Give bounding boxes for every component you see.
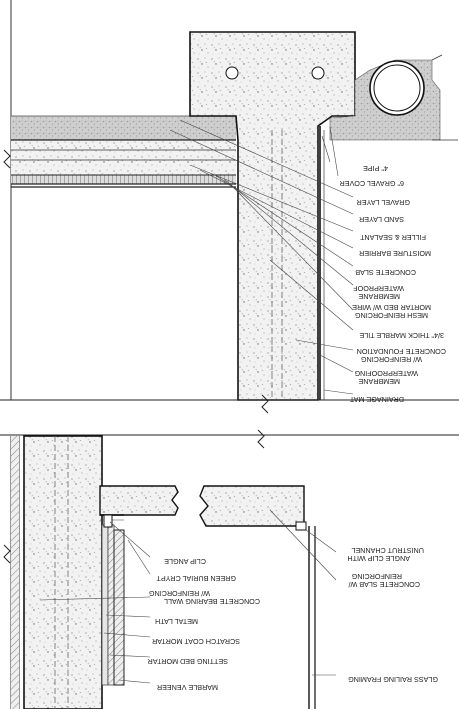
label-concrete-slab: CONCRETE SLAB <box>355 268 416 277</box>
embedded-pipe-icon <box>312 67 324 79</box>
lower-detail <box>4 436 336 709</box>
marble-veneer <box>114 530 124 685</box>
label-metal-lath: METAL LATH <box>155 617 198 626</box>
label-concrete-foundation-1: CONCRETE FOUNDATION <box>356 347 446 356</box>
label-mortar-bed-2: MESH REINFORCING <box>354 311 428 320</box>
label-waterproof-2: MEMBRANE <box>358 292 400 301</box>
clip-angle-icon <box>104 515 112 527</box>
embedded-pipe-icon <box>226 67 238 79</box>
label-marble-tile: 3/4" THICK MARBLE TILE <box>359 331 444 340</box>
label-drainage-mat: DRAINAGE MAT <box>349 395 404 404</box>
label-pipe: 4" PIPE <box>363 164 388 173</box>
label-mortar-bed-1: MORTAR BED W/ WIRE <box>352 303 431 312</box>
label-unistrut-1: UNISTRUT CHANNEL <box>351 546 424 555</box>
label-moisture-barrier: MOISTURE BARRIER <box>359 249 431 258</box>
label-filler-sealant: FILLER & SEALANT <box>360 233 426 242</box>
label-slab-1: CONCRETE SLAB W/ <box>348 580 420 589</box>
label-slab-2: REINFORCING <box>351 572 402 581</box>
label-unistrut-2: ANGLE CLIP WITH <box>347 554 410 563</box>
label-gravel-cover: 6" GRAVEL COVER <box>339 179 404 188</box>
gravel-cover-left <box>11 116 236 140</box>
label-waterproofing-1: WATERPROOFING <box>354 369 418 378</box>
upper-labels <box>340 164 446 404</box>
label-glass-railing: GLASS RAILING FRAMING <box>348 675 438 684</box>
label-green-burial-crypt: GREEN BURIAL CRYPT <box>156 574 236 583</box>
label-gravel-layer: GRAVEL LAYER <box>356 198 410 207</box>
concrete-slab-left <box>100 486 178 515</box>
concrete-bearing-wall <box>24 436 102 709</box>
label-sand-layer: SAND LAYER <box>358 215 404 224</box>
drain-pipe-icon <box>370 61 424 115</box>
concrete-slab-right <box>200 486 304 526</box>
label-scratch-coat: SCRATCH COAT MORTAR <box>152 637 240 646</box>
label-clip-angle: CLIP ANGLE <box>164 557 206 566</box>
label-bearing-wall-1: CONCRETE BEARING WALL <box>164 597 260 606</box>
unistrut-icon <box>296 522 306 530</box>
label-marble-veneer: MARBLE VENEER <box>156 683 218 692</box>
label-bearing-wall-2: W/ REINFORCING <box>148 589 210 598</box>
label-waterproofing-2: MEMBRANE <box>358 377 400 386</box>
setting-bed <box>108 525 114 685</box>
lower-labels <box>148 546 438 692</box>
label-waterproof-1: WATERPROOF <box>353 284 404 293</box>
label-setting-bed: SETTING BED MORTAR <box>147 657 228 666</box>
concrete-foundation <box>190 32 355 400</box>
label-concrete-foundation-2: W/ REINFORCING <box>360 355 422 364</box>
marble-tile-layer <box>11 175 236 184</box>
scratch-coat <box>102 525 108 685</box>
